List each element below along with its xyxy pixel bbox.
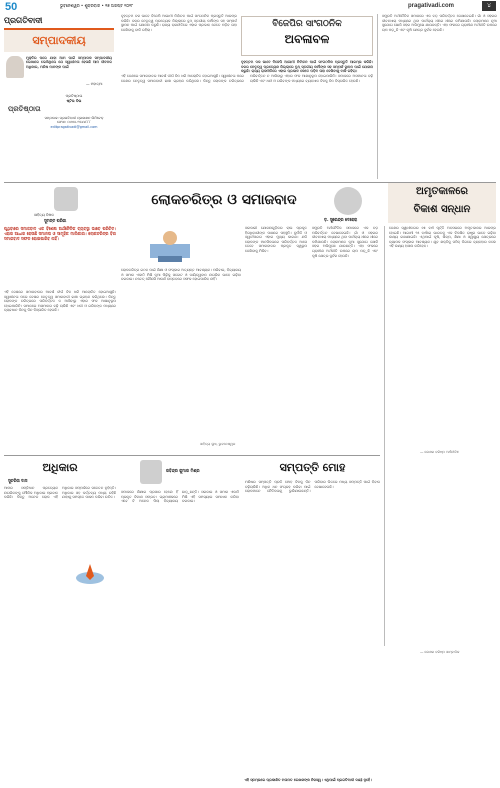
feature-band <box>4 182 496 222</box>
lotus-icon <box>72 560 108 588</box>
logo-anniversary: 50 <box>5 1 18 13</box>
editor-line: ସମ୍ପାଦକ: ପ୍ରଗତିବାଦୀ ପ୍ରକାଶନ ଲିମିଟେଡ଼ <box>44 116 104 120</box>
editor-contacts <box>34 116 114 129</box>
feature-middle-body: ଲୋକଚରିତ୍ର ଗଠନ ପାଇଁ ଶିକ୍ଷା ଓ ସଂସ୍କାର ଅତ୍ୟନ୍ତ ଆବଶ୍ୟକ। ପରିବାର, ବିଦ୍ୟାଳୟ ଓ ସମାଜ ଏକାଠି ମିଶି ନୂଆ ପିଢ଼ିକୁ ସଚ୍ଚୋଟ ଓ ଦାୟିତ୍ୱବାନ ନାଗରିକ ଭାବେ ଗଢ଼ିବା ଦରକାର। ନଚେତ୍ କୌଣସି ଆଦର୍ଶ ବାସ୍ତବରେ ସଫଳ ହୋଇପାରିବ ନାହିଁ। <box>121 268 241 282</box>
editorial-quote: ମୁକ୍ତିର ପରେ ଯାହା ଆମ ପାଇଁ ସମ୍ପାଦକ ସମ୍ପାଦକୀୟ ଲେଖାରେ ଲେଖିଥିଲେ ଯେ ସ୍ୱାଧୀନତା ହେଉଛି ଆମ ଜୀବନର ଅଧିକାର, ମଣିଷ ମାନଙ୍କ ପାଇଁ <box>26 56 112 69</box>
author-photo-2 <box>334 187 362 215</box>
paper-name: ପ୍ରଗତିବାଦୀ <box>4 16 43 25</box>
right-headline-box <box>388 183 496 223</box>
right-column-top <box>377 14 497 179</box>
editor-info <box>34 94 114 103</box>
author-label-1: ସାହିତ୍ୟ ବିଜ୍ଞାନ <box>34 213 54 217</box>
right-headline-1: ଅମୃତକାଳରେ <box>416 186 468 197</box>
email-line[interactable]: editpragativadi@gmail.com <box>50 124 98 129</box>
right-column-body: ଦେଶର ସ୍ୱାଧୀନତାର ୭୫ ବର୍ଷ ପୂର୍ତ୍ତି ଅବସରରେ ଅମୃତକାଳର ଆରମ୍ଭ ହୋଇଛି। ଆଗାମୀ ୨୫ ବର୍ଷରେ ଭାରତକୁ ଏକ ବିକଶିତ ରାଷ୍ଟ୍ର ଭାବେ ଗଢ଼ିବା ଲକ୍ଷ୍ୟ ରଖାଯାଇଛି। ଏଥିପାଇଁ କୃଷି, ଶିଳ୍ପ, ଶିକ୍ଷା ଓ ସ୍ୱାସ୍ଥ୍ୟ କ୍ଷେତ୍ରରେ ବ୍ୟାପକ ସଂସ୍କାର ଆବଶ୍ୟକ। ଯୁବ ଶକ୍ତିକୁ ସଠିକ୍ ଦିଗରେ ବ୍ୟବହାର କଲେ ଏହି ଲକ୍ଷ୍ୟ ହାସଲ କରିହେବ। <box>384 226 496 646</box>
feature-middle-body-2: ସରକାରୀ ଯୋଜନାଗୁଡ଼ିକର ଲାଭ ପ୍ରକୃତ ହିତାଧିକାରୀଙ୍କ ପାଖରେ ପହଞ୍ଚୁନି। ଦୁର୍ନୀତି ଓ ସ୍ୱାର୍ଥପରତା ଏହାର ମୁଖ୍ୟ କାରଣ। ଯଦି ଲୋକଙ୍କ ମାନସିକତାରେ ପରିବର୍ତ୍ତନ ଆସେ ତେବେ ସମାଜବାଦର ପ୍ରକୃତ ସ୍ୱରୂପ ଦେଖିବାକୁ ମିଳିବ। <box>245 226 307 253</box>
masthead <box>0 0 500 14</box>
feature-footer: ସାହିତ୍ୟ ସୁଧା, ଭୁବନେଶ୍ୱର <box>200 442 236 446</box>
author-photo-1 <box>54 187 78 211</box>
feature-left-body: ଏହି ଦେଶରେ ସମାଜବାଦର ଆଦର୍ଶ ଦୀର୍ଘ ଦିନ ଧରି ଆଲୋଚିତ ହୋଇଆସୁଛି। ସ୍ୱାଧୀନତା ପରେ ଦେଶର ନେତୃତ୍ୱ ସମାଜବାଦୀ ଢାଞ୍ଚା ଗ୍ରହଣ କରିଥିଲେ। କିନ୍ତୁ ଲୋକଙ୍କ ଚରିତ୍ରରେ ପରିବର୍ତ୍ତନ ନ ଆସିବାରୁ ଏହାର ଫଳ ଆଶାନୁରୂପ ହୋଇପାରିନି। ସମାଜରେ ଅସମାନତା ବଢ଼ି ଚାଲିଛି ଏବଂ ଧନୀ ଓ ଗରିବଙ୍କ ମଧ୍ୟରେ ବ୍ୟବଧାନ ଦିନକୁ ଦିନ ବିସ୍ତାରିତ ହେଉଛି। <box>4 290 116 313</box>
feature-headline: ଲୋକଚରିତ୍ର ଓ ସମାଜବାଦ <box>151 192 297 208</box>
phone-line: ଫୋନ: ୦୬୭୪-୨୫୪୪୮୮୮ <box>57 120 91 125</box>
right-headline-2: ବିକାଶ ସନ୍ଧାନ <box>413 204 471 215</box>
right-byline: — ଲେଖକ ବରିଷ୍ଠ ଅର୍ଥନୀତିଜ୍ଞ <box>420 450 459 454</box>
adhikar-author: ସୁଚରିତା ଦାସ <box>8 478 28 483</box>
right-top-text: ସମ୍ପ୍ରତି ଅର୍ଥନୈତିକ ସମାଜରେ ଏକ ବଡ଼ ପରିବର୍ତ୍ତନ ଦେଖାଦେଇଛି। ଗାଁ ଓ ସହରର ଜୀବନଧାରା ମଧ୍ୟରେ ଥିବା ପାର୍ଥକ୍ୟ ଧୀରେ ଧୀରେ କମିଯାଉଛି। ଲୋକମାନେ ନୂଆ ସୁଯୋଗ ଖୋଜି ସହର ଅଭିମୁଖେ ଯାଉଛନ୍ତି। ଏହା ଫଳରେ ଗ୍ରାମୀଣ ଅର୍ଥନୀତି ଉପରେ ଚାପ ପଡ଼ୁଛି ଏବଂ କୃଷି କ୍ଷେତ୍ର ଦୁର୍ବଳ ହେଉଛି। <box>382 14 497 32</box>
footer-note: ଏହି ସ୍ତମ୍ଭରେ ପ୍ରକାଶିତ ମତାମତ ଲେଖକଙ୍କ ନିଜସ୍ୱ। ଏଥିପାଇଁ ପ୍ରଗତିବାଦୀ ଦାୟୀ ନୁହେଁ। <box>244 778 372 782</box>
founder-signature: ପ୍ରତିଷ୍ଠାତା <box>8 104 41 113</box>
editorial-banner <box>4 28 114 52</box>
lead-kicker: ବିଜେପିର ସାଂଗଠନିକ <box>272 19 342 29</box>
feature-illustration <box>140 226 200 266</box>
feature-intro: ପୃଥିବୀରେ ସମାଜବାଦ ଏକ ବିଶେଷ ଅର୍ଥନୈତିକ ବ୍ୟବସ୍ଥା ଭାବେ ପରିଚିତ। ଏହାର ଆଧାର ହେଉଛି ସମାନତା ଓ ସାମୂହିକ ମାଲିକାନା। ଲୋକଚରିତ୍ର ବିନା ସମାଜବାଦ ସଫଳ ହୋଇପାରିବ ନାହିଁ। <box>4 226 116 241</box>
middle-author: ରବିନ୍ଦ୍ର କୁମାର ମିଶ୍ର <box>166 468 200 473</box>
founder-name: ଷ୍ଟିଭ ଡିଭ <box>66 98 82 103</box>
lead-body-right: ବୃହତ୍ତମ ଦଳ ଭାବେ ବିଜେପି ଆଗାମୀ ନିର୍ବାଚନ ପାଇଁ ସାଂଗଠନିକ ପ୍ରସ୍ତୁତି ଆରମ୍ଭ କରିଛି। ଦଳର ନେତୃତ୍ୱ ପ୍ରତ୍ୟେକ ଜିଲ୍ଲାରେ ବୁଥ୍ ସ୍ତରୀୟ କର୍ମୀଙ୍କ ସହ ସମ୍ପର୍କ ସ୍ଥାପନ ପାଇଁ ଯୋଜନା କରୁଛି। ରାଜ୍ୟ ରାଜନୀତିରେ ଏହାର ପ୍ରଭାବ କେତେ ପଡ଼ିବ ତାହା ଦେଖିବାକୁ ବାକି ରହିଲା। <box>241 60 373 74</box>
page-number: ୪ <box>482 1 496 11</box>
quote-author: — ମହାତ୍ମା <box>86 82 103 86</box>
sampatti-title: ସମ୍ପତ୍ତି ମୋହ <box>279 461 346 474</box>
book-reader-icon <box>140 226 200 266</box>
author-name-1: ସୁମନ୍ତ ପରିଜା <box>44 218 67 223</box>
date-line: ଭୁବନେଶ୍ୱର • ଶୁକ୍ରବାର • ୧୭ ଅଗଷ୍ଟ ୨୦୧୮ <box>60 3 134 8</box>
lead-article <box>121 14 373 179</box>
adhikar-body: ଆମର ସମ୍ବିଧାନ ପ୍ରତ୍ୟେକ ନାଗରିକଙ୍କୁ ମୌଳିକ ଅଧିକାର ପ୍ରଦାନ କରିଛି। କିନ୍ତୁ ଅନେକ ଲୋକ ଏହି ଅଧିକାର ସମ୍ପର୍କରେ ସଚେତନ ନୁହଁନ୍ତି। ଅଧିକାର ସହ କର୍ତ୍ତବ୍ୟ ମଧ୍ୟ ରହିଛି ଯାହାକୁ ସମସ୍ତେ ପାଳନ କରିବା ଉଚିତ। <box>4 486 116 500</box>
lead-left-column: ବୃହତ୍ତମ ଦଳ ଭାବେ ବିଜେପି ଆଗାମୀ ନିର୍ବାଚନ ପାଇଁ ସାଂଗଠନିକ ପ୍ରସ୍ତୁତି ଆରମ୍ଭ କରିଛି। ଦଳର ନେତୃତ୍ୱ ପ୍ରତ୍ୟେକ ଜିଲ୍ଲାରେ ବୁଥ୍ ସ୍ତରୀୟ କର୍ମୀଙ୍କ ସହ ସମ୍ପର୍କ ସ୍ଥାପନ ପାଇଁ ଯୋଜନା କରୁଛି। ରାଜ୍ୟ ରାଜନୀତିରେ ଏହାର ପ୍ରଭାବ କେତେ ପଡ଼ିବ ତାହା ଦେଖିବାକୁ ବାକି ରହିଲା। <box>121 14 237 32</box>
author-photo-3 <box>140 460 162 484</box>
column2-body: ସମ୍ପ୍ରତି ଅର୍ଥନୈତିକ ସମାଜରେ ଏକ ବଡ଼ ପରିବର୍ତ୍ତନ ଦେଖାଦେଇଛି। ଗାଁ ଓ ସହରର ଜୀବନଧାରା ମଧ୍ୟରେ ଥିବା ପାର୍ଥକ୍ୟ ଧୀରେ ଧୀରେ କମିଯାଉଛି। ଲୋକମାନେ ନୂଆ ସୁଯୋଗ ଖୋଜି ସହର ଅଭିମୁଖେ ଯାଉଛନ୍ତି। ଏହା ଫଳରେ ଗ୍ରାମୀଣ ଅର୍ଥନୀତି ଉପରେ ଚାପ ପଡ଼ୁଛି ଏବଂ କୃଷି କ୍ଷେତ୍ର ଦୁର୍ବଳ ହେଉଛି। <box>312 226 378 258</box>
author-name-2: ଡ଼. ସୁରେନ୍ଦ୍ର ଦେହେରା <box>324 217 358 222</box>
adhikar-title: ଅଧିକାର <box>42 461 78 474</box>
gandhi-icon <box>6 56 24 78</box>
editorial-title: ସମ୍ପାଦକୀୟ <box>32 34 86 47</box>
right-byline-2: — ଲେଖକ ବରିଷ୍ଠ ସାମ୍ବାଦିକ <box>420 650 460 654</box>
middle-body: ସମାଜରେ ଶିକ୍ଷାର ପ୍ରସାର ହେଲେ ହିଁ ପ୍ରକୃତ ବିକାଶ ସମ୍ଭବ। ଗ୍ରାମାଞ୍ଚଳରେ ଏବେ ବି ଅନେକ ପିଲା ବିଦ୍ୟାଳୟ ଛାଡ଼ୁଛନ୍ତି। ସରକାର ଓ ସମାଜ ଏକାଠି ମିଶି ଏହି ସମସ୍ୟାର ସମାଧାନ କରିବା ଦରକାର। <box>121 490 239 504</box>
editorial-box <box>4 14 116 179</box>
website[interactable]: pragativadi.com <box>408 3 455 9</box>
sampatti-body: ମଣିଷର ସମ୍ପତ୍ତି ପ୍ରତି ମୋହ ଦିନକୁ ଦିନ ବଢ଼ିଚାଲିଛି। ଅଧିକ ଧନ ସଂଗ୍ରହ କରିବା ପାଇଁ ଲୋକମାନେ ନୈତିକତାକୁ ଭୁଲିଯାଉଛନ୍ତି। ପରିବାର ଭିତରେ ମଧ୍ୟ ସମ୍ପତ୍ତି ପାଇଁ ବିବାଦ ଦେଖାଦେଉଛି। <box>245 480 380 494</box>
founder-label: ପ୍ରତିଷ୍ଠାତା <box>65 94 83 98</box>
lead-headline-box <box>241 16 373 56</box>
lead-headline: ଅବଳାବଳ <box>284 32 330 46</box>
lead-body-lower: ଏହି ଦେଶରେ ସମାଜବାଦର ଆଦର୍ଶ ଦୀର୍ଘ ଦିନ ଧରି ଆଲୋଚିତ ହୋଇଆସୁଛି। ସ୍ୱାଧୀନତା ପରେ ଦେଶର ନେତୃତ୍ୱ ସମାଜବାଦୀ ଢାଞ୍ଚା ଗ୍ରହଣ କରିଥିଲେ। କିନ୍ତୁ ଲୋକଙ୍କ ଚରିତ୍ରରେ ପରିବର୍ତ୍ତନ ନ ଆସିବାରୁ ଏହାର ଫଳ ଆଶାନୁରୂପ ହୋଇପାରିନି। ସମାଜରେ ଅସମାନତା ବଢ଼ି ଚାଲିଛି ଏବଂ ଧନୀ ଓ ଗରିବଙ୍କ ମଧ୍ୟରେ ବ୍ୟବଧାନ ଦିନକୁ ଦିନ ବିସ୍ତାରିତ ହେଉଛି। <box>121 74 373 83</box>
